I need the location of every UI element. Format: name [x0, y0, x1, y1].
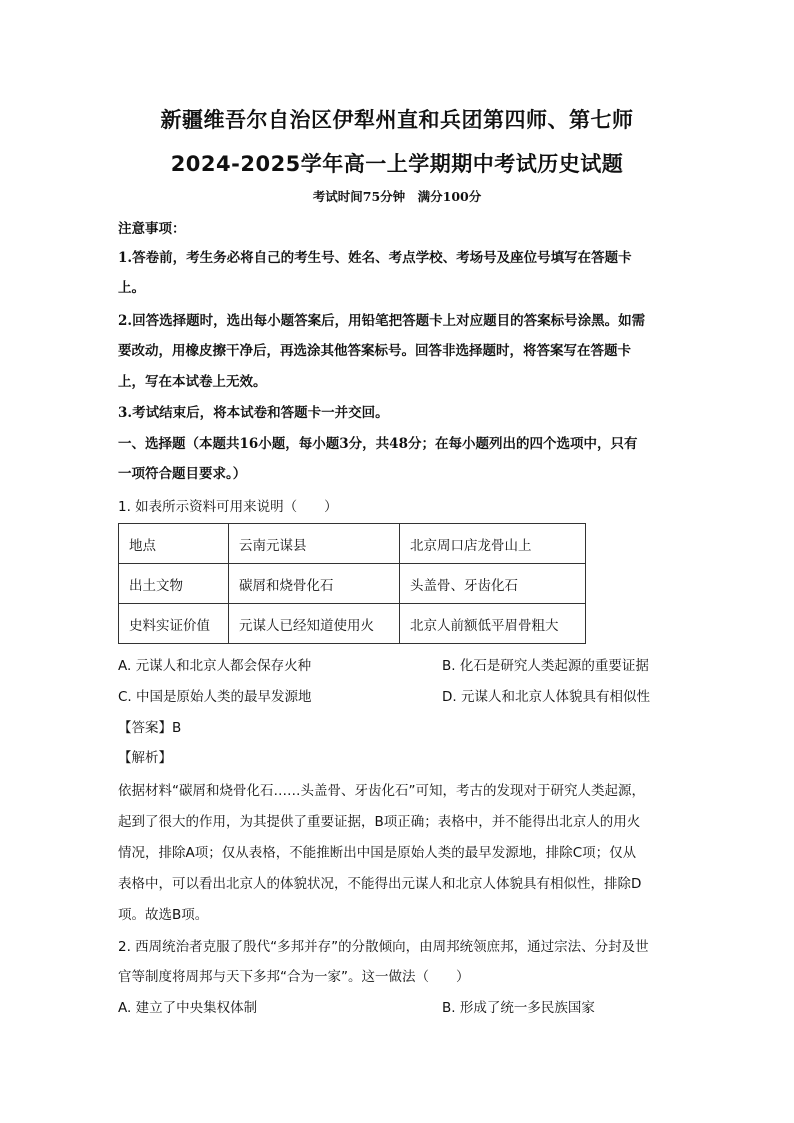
notice-heading: 注意事项： [118, 221, 186, 237]
question-1-analysis-cont3: 表格中，可以看出北京人的体貌状况，不能得出元谋人和北京人体貌具有相似性，排除D [118, 876, 642, 892]
exam-title-line1: 新疆维吾尔自治区伊犁州直和兵团第四师、第七师 [160, 108, 634, 132]
question-1-stem: 1. 如表所示资料可用来说明（ ） [118, 499, 338, 515]
question-1-analysis-cont1: 起到了很大的作用，为其提供了重要证据，B项正确；表格中，并不能得出北京人的用火 [118, 814, 641, 830]
question-1-analysis-cont2: 情况，排除A项；仅从表格，不能推断出中国是原始人类的最早发源地，排除C项；仅从 [118, 845, 637, 861]
question-2-stem: 2. 西周统治者克服了殷代“多邦并存”的分散倾向，由周邦统领庶邦，通过宗法、分封及世 [118, 939, 649, 955]
exam-title-line2: 2024-2025学年高一上学期期中考试历史试题 [170, 152, 624, 176]
table-row [119, 564, 586, 604]
table-cell: 元谋人已经知道使用火 [229, 604, 400, 644]
question-1-analysis: 依据材料“碳屑和烧骨化石……头盖骨、牙齿化石”可知，考古的发现对于研究人类起源， [118, 783, 645, 799]
question-1-table [118, 523, 586, 644]
question-2-stem-cont: 官等制度将周邦与天下多邦“合为一家”。这一做法（ ） [118, 969, 470, 985]
question-1-option-c: C. 中国是原始人类的最早发源地 [118, 689, 312, 705]
section-heading-cont: 一项符合题目要求。） [118, 466, 247, 482]
section-heading: 一、选择题（本题共16小题，每小题3分，共48分；在每小题列出的四个选项中，只有 [118, 436, 638, 452]
question-1-answer: 【答案】B [118, 720, 182, 736]
table-cell: 史料实证价值 [119, 604, 229, 644]
table-cell: 出土文物 [119, 564, 229, 604]
notice-item-2-cont1: 要改动，用橡皮擦干净后，再选涂其他答案标号。回答非选择题时，将答案写在答题卡 [118, 343, 631, 359]
question-2-option-a: A. 建立了中央集权体制 [118, 1000, 258, 1016]
notice-item-2: 2.回答选择题时，选出每小题答案后，用铅笔把答题卡上对应题目的答案标号涂黑。如需 [118, 313, 646, 329]
table-cell: 地点 [119, 524, 229, 564]
question-1-option-d: D. 元谋人和北京人体貌具有相似性 [442, 689, 650, 705]
notice-item-2-cont2: 上，写在本试卷上无效。 [118, 374, 267, 390]
question-1-analysis-cont4: 项。故选B项。 [118, 907, 209, 923]
table-cell: 云南元谋县 [229, 524, 400, 564]
table-row [119, 524, 586, 564]
question-1-option-a: A. 元谋人和北京人都会保存火种 [118, 658, 312, 674]
table-cell: 北京人前额低平眉骨粗大 [400, 604, 586, 644]
question-2-option-b: B. 形成了统一多民族国家 [442, 1000, 595, 1016]
question-1-option-b: B. 化石是研究人类起源的重要证据 [442, 658, 649, 674]
table-cell: 碳屑和烧骨化石 [229, 564, 400, 604]
table-row [119, 604, 586, 644]
exam-time-score: 考试时间75分钟 满分100分 [312, 189, 482, 204]
table-cell: 北京周口店龙骨山上 [400, 524, 586, 564]
notice-item-3: 3.考试结束后，将本试卷和答题卡一并交回。 [118, 405, 389, 421]
table-cell: 头盖骨、牙齿化石 [400, 564, 586, 604]
notice-item-1: 1.答卷前，考生务必将自己的考生号、姓名、考点学校、考场号及座位号填写在答题卡 [118, 250, 632, 266]
question-1-analysis-label: 【解析】 [118, 750, 172, 766]
notice-item-1-cont: 上。 [118, 280, 145, 296]
